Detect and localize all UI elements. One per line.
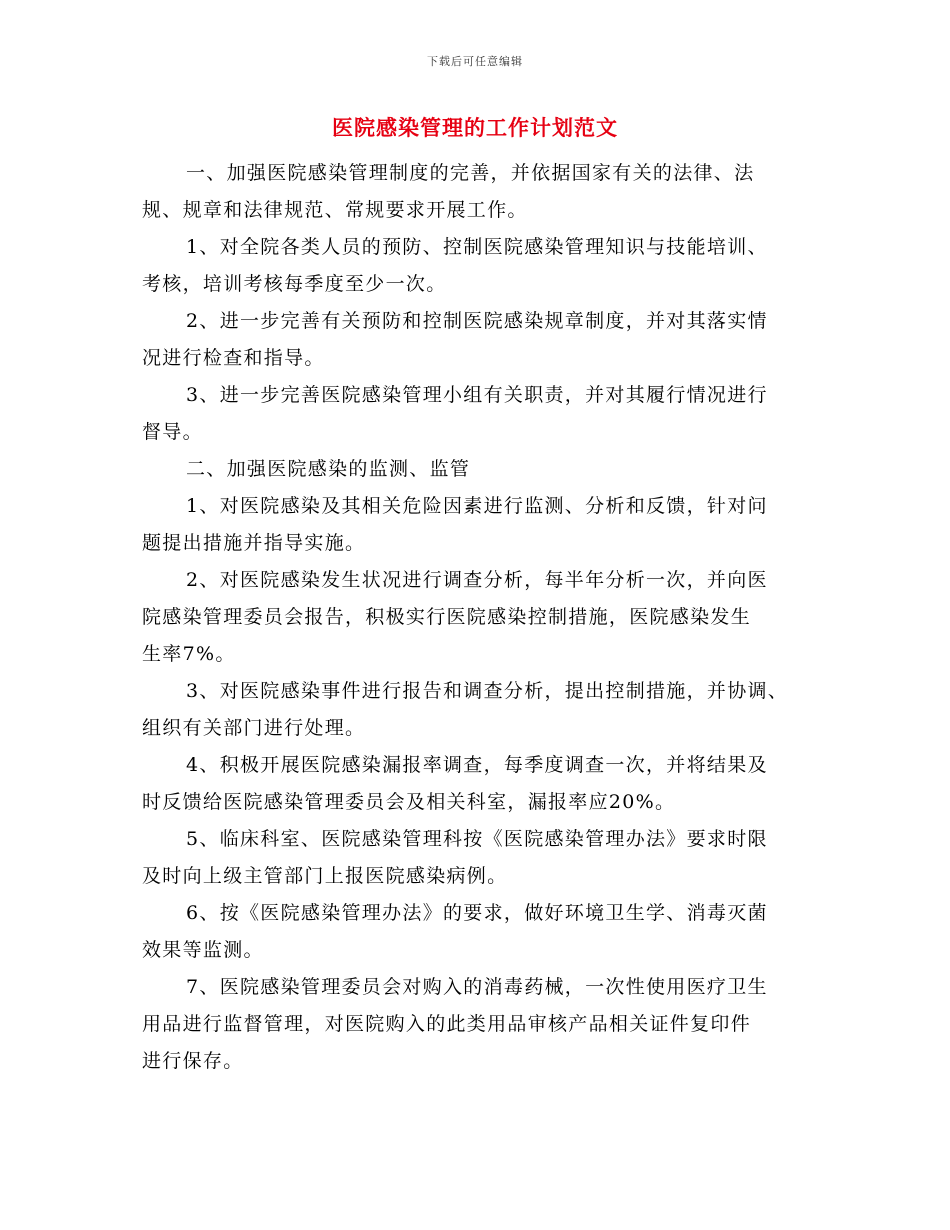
paragraph-line: 6、按《医院感染管理办法》的要求，做好环境卫生学、消毒灭菌 — [186, 902, 768, 924]
paragraph — [142, 229, 822, 303]
paragraph — [142, 488, 822, 562]
paragraph-line: 2、对医院感染发生状况进行调查分析，每半年分析一次，并向医 — [186, 569, 768, 591]
paragraph-line: 考核，培训考核每季度至少一次。 — [142, 273, 447, 295]
paragraph-line: 2、进一步完善有关预防和控制医院感染规章制度，并对其落实情 — [186, 310, 768, 332]
header-note: 下载后可任意编辑 — [427, 55, 523, 68]
paragraph-line: 一、加强医院感染管理制度的完善，并依据国家有关的法律、法 — [186, 162, 755, 184]
paragraph-line: 督导。 — [142, 421, 203, 443]
paragraph — [142, 895, 822, 969]
paragraph — [142, 377, 822, 451]
paragraph — [142, 673, 822, 747]
paragraph-line: 用品进行监督管理，对医院购入的此类用品审核产品相关证件复印件 — [142, 1013, 752, 1035]
document-title: 医院感染管理的工作计划范文 — [332, 115, 618, 140]
paragraph-line: 时反馈给医院感染管理委员会及相关科室，漏报率应20%。 — [142, 791, 676, 813]
paragraph — [142, 747, 822, 821]
paragraph-line: 5、临床科室、医院感染管理科按《医院感染管理办法》要求时限 — [186, 828, 768, 850]
paragraph-line: 效果等监测。 — [142, 939, 264, 961]
paragraph-line: 况进行检查和指导。 — [142, 347, 325, 369]
paragraph-line: 生率7%。 — [142, 643, 236, 665]
paragraph — [142, 821, 822, 895]
paragraph — [142, 562, 822, 673]
paragraph-line: 二、加强医院感染的监测、监管 — [186, 458, 471, 480]
paragraph-line: 7、医院感染管理委员会对购入的消毒药械，一次性使用医疗卫生 — [186, 976, 768, 998]
paragraph-line: 院感染管理委员会报告，积极实行医院感染控制措施，医院感染发生 — [142, 606, 752, 628]
paragraph — [142, 303, 822, 377]
paragraph-line: 3、进一步完善医院感染管理小组有关职责，并对其履行情况进行 — [186, 384, 768, 406]
paragraph-line: 规、规章和法律规范、常规要求开展工作。 — [142, 199, 528, 221]
paragraph-line: 及时向上级主管部门上报医院感染病例。 — [142, 865, 508, 887]
paragraph-line: 进行保存。 — [142, 1050, 244, 1072]
paragraph-line: 3、对医院感染事件进行报告和调查分析，提出控制措施，并协调、 — [186, 680, 789, 702]
document-body — [142, 155, 822, 1080]
paragraph-line: 4、积极开展医院感染漏报率调查，每季度调查一次，并将结果及 — [186, 754, 768, 776]
section-heading — [142, 451, 822, 488]
paragraph-line: 1、对全院各类人员的预防、控制医院感染管理知识与技能培训、 — [186, 236, 768, 258]
paragraph-line: 题提出措施并指导实施。 — [142, 532, 366, 554]
paragraph-line: 1、对医院感染及其相关危险因素进行监测、分析和反馈，针对问 — [186, 495, 768, 517]
paragraph — [142, 969, 822, 1080]
paragraph — [142, 155, 822, 229]
paragraph-line: 组织有关部门进行处理。 — [142, 717, 366, 739]
